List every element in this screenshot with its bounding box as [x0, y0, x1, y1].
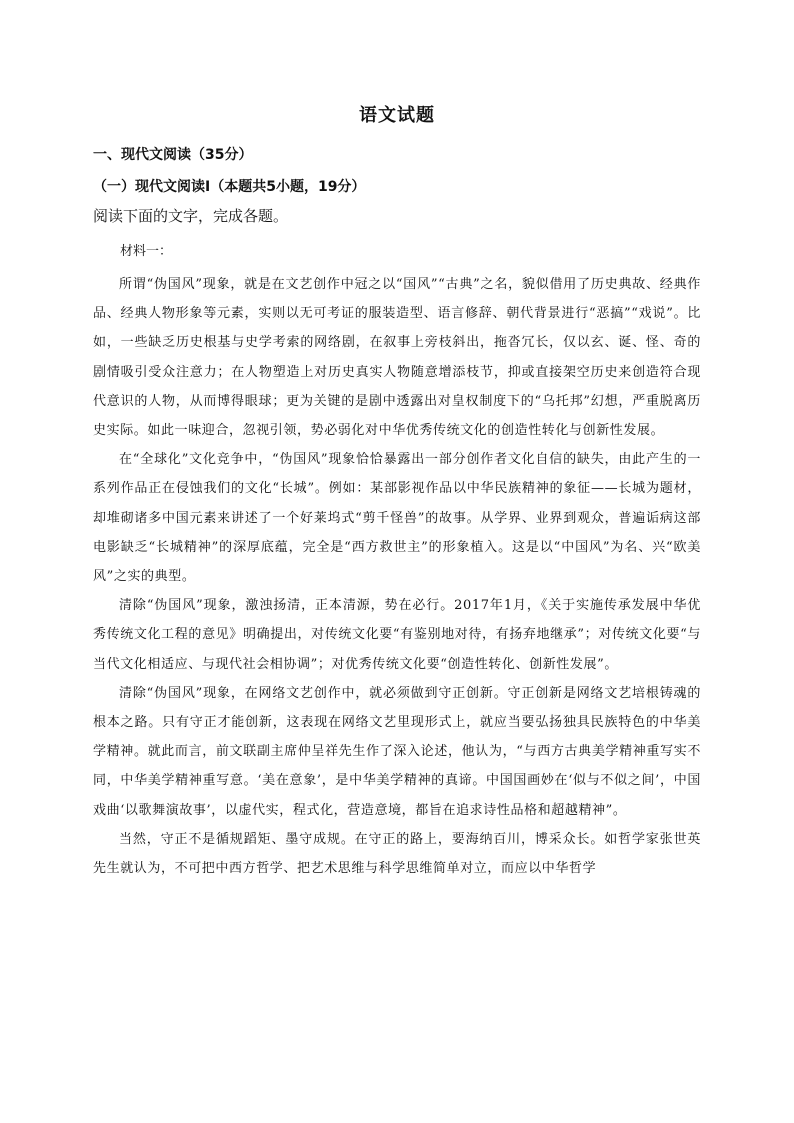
- paragraph-3: 清除“伪国风”现象，激浊扬清，正本清源，势在必行。2017年1月，《关于实施传承发展中华优秀传统文化工程的意见》明确提出，对传统文化要“有鉴别地对待，有扬弃地继承”；对传统文化要“与当代文化相适应、与现代社会相协调”；对优秀传统文化要“创造性转化、创新性发展”。: [93, 598, 701, 672]
- paragraph-2: 在“全球化”文化竞争中，“伪国风”现象恰恰暴露出一部分创作者文化自信的缺失，由此产生的一系列作品正在侵蚀我们的文化“长城”。例如：某部影视作品以中华民族精神的象征——长城为题材，却堆砌诸多中国元素来讲述了一个好莱坞式“剪千怪兽”的故事。从学界、业界到观众，普遍诟病这部电影缺乏“长城精神”的深厚底蕴，完全是“西方救世主”的形象植入。这是以“中国风”为名、兴“欧美风”之实的典型。: [93, 452, 701, 585]
- paragraph-4: 清除“伪国风”现象，在网络文艺创作中，就必须做到守正创新。守正创新是网络文艺培根铸魂的根本之路。只有守正才能创新，这表现在网络文艺里现形式上，就应当要弘扬独具民族特色的中华美学精神。就此而言，前文联副主席仲呈祥先生作了深入论述，他认为，“与西方古典美学精神重写实不同，中华美学精神重写意。‘美在意象’，是中华美学精神的真谛。中国国画妙在‘似与不似之间’，中国戏曲‘以歌舞演故事’，以虚代实，程式化，营造意境，都旨在追求诗性品格和超越精神”。: [93, 685, 701, 818]
- material-label: 材料一：: [120, 244, 173, 259]
- page-title: 语文试题: [359, 105, 435, 126]
- sub-section-heading: （一）现代文阅读Ⅰ（本题共5小题，19分）: [93, 179, 366, 195]
- paragraph-5: 当然，守正不是循规蹈矩、墨守成规。在守正的路上，要海纳百川，博采众长。如哲学家张世英先生就认为，不可把中西方哲学、把艺术思维与科学思维简单对立，而应以中华哲学: [93, 831, 701, 877]
- reading-instruction: 阅读下面的文字，完成各题。: [93, 207, 289, 225]
- paragraph-1: 所谓“伪国风”现象，就是在文艺创作中冠之以“国风”“古典”之名，貌似借用了历史典故、经典作品、经典人物形象等元素，实则以无可考证的服装造型、语言修辞、朝代背景进行“恶搞”“戏说”。比如，一些缺乏历史根基与史学考索的网络剧，在叙事上旁枝斜出，拖沓冗长，仅以玄、诞、怪、奇的剧情吸引受众注意力；在人物塑造上对历史真实人物随意增添枝节，抑或直接架空历史来创造符合现代意识的人物，从而博得眼球；更为关键的是剧中透露出对皇权制度下的“乌托邦”幻想，严重脱离历史实际。如此一味迎合，忽视引领，势必弱化对中华优秀传统文化的创造性转化与创新性发展。: [93, 277, 701, 439]
- section-heading: 一、现代文阅读（35分）: [93, 147, 253, 163]
- article-body: [93, 270, 701, 883]
